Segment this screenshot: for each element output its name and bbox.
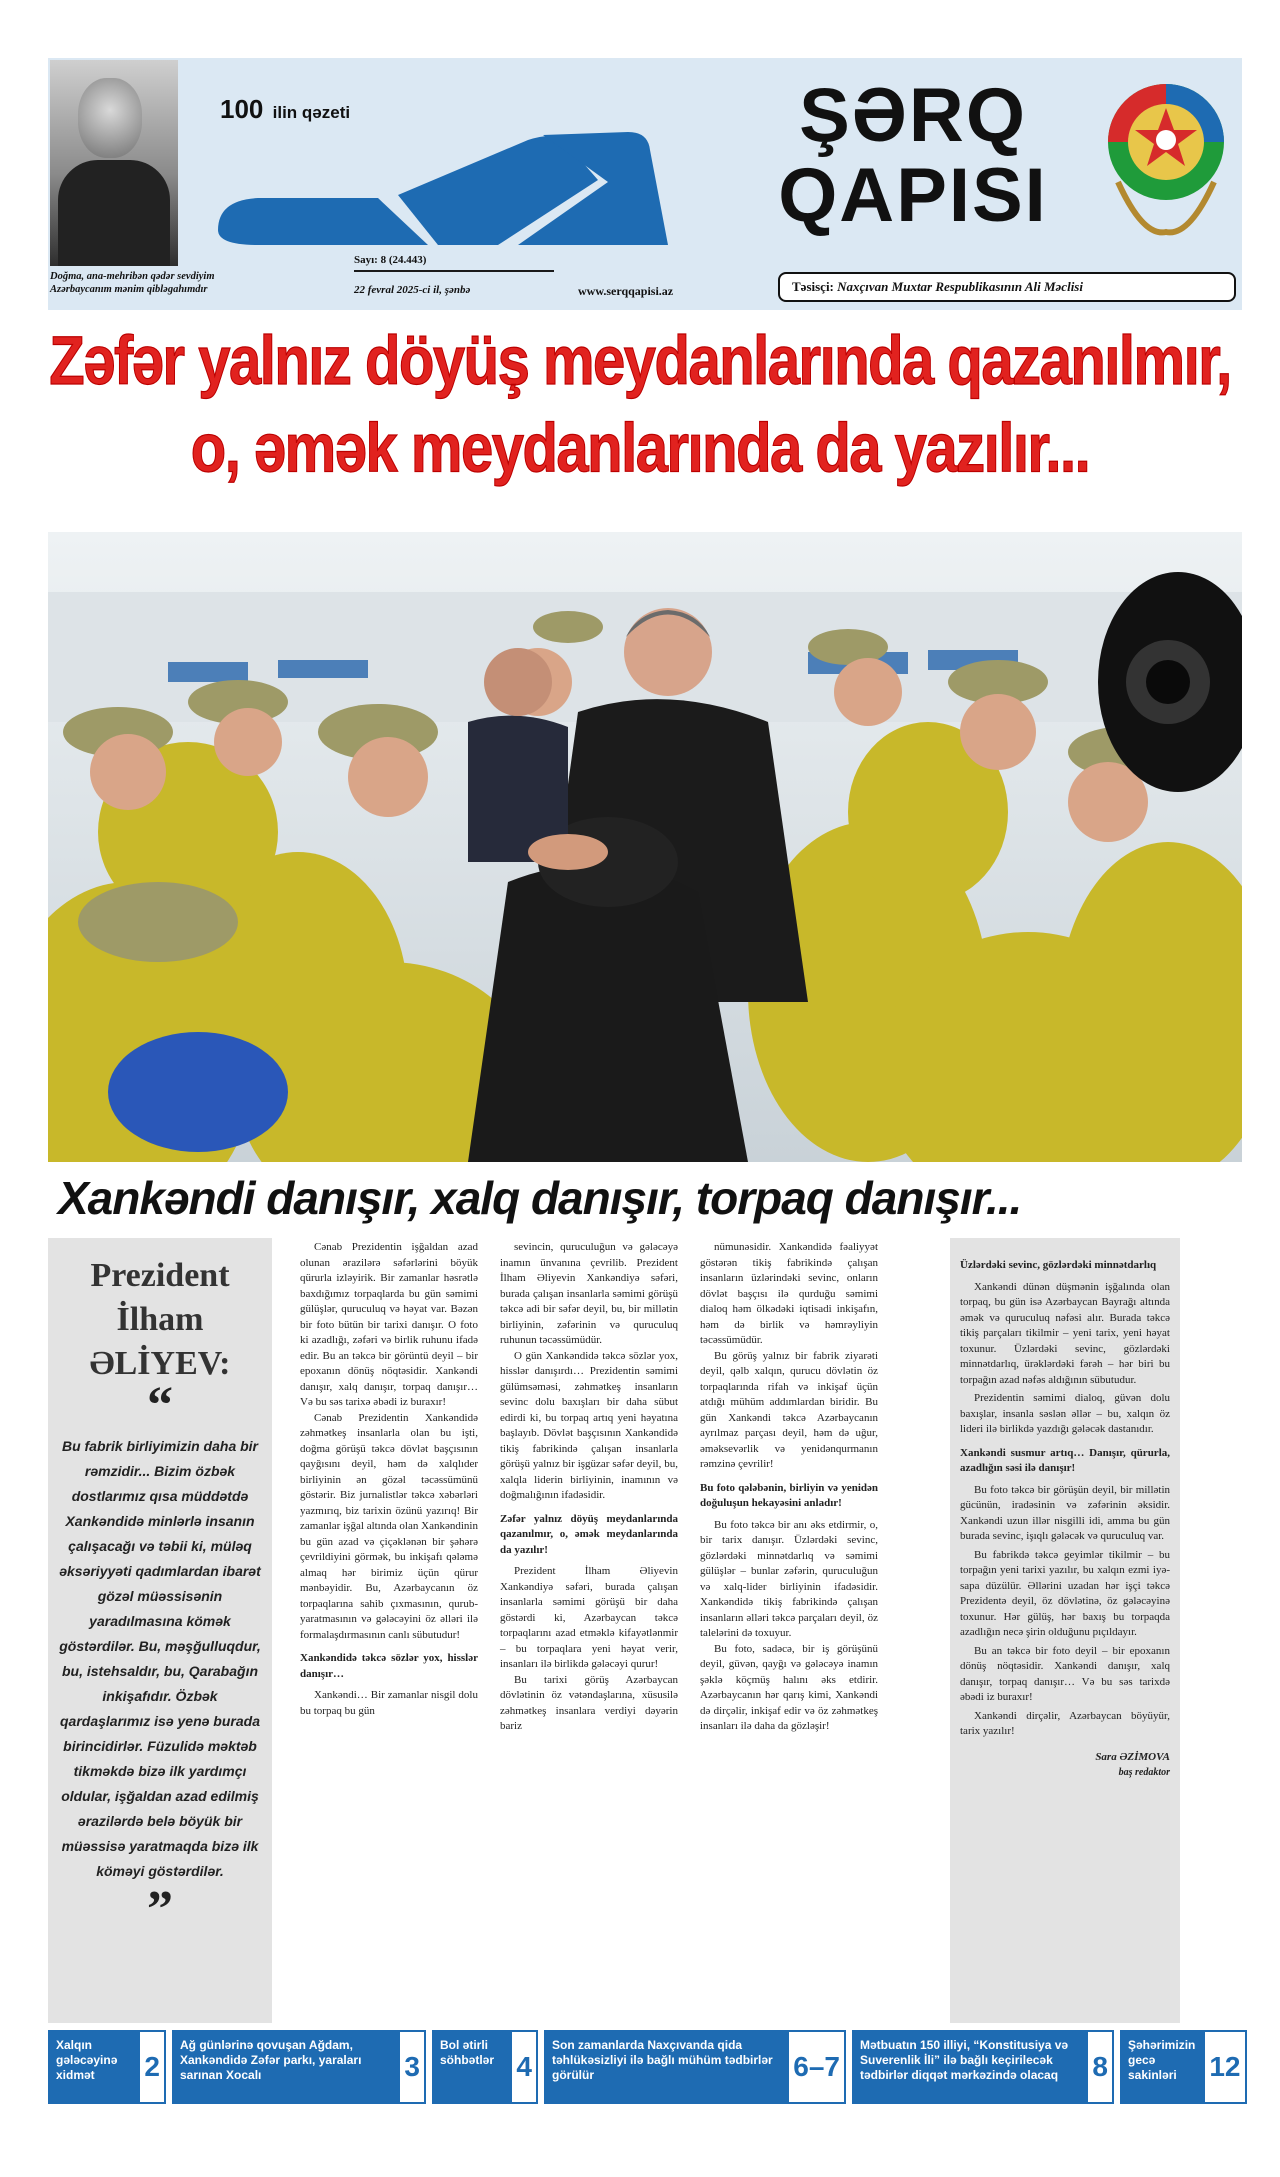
teaser-item[interactable] [852,2030,1114,2104]
teaser-page-number: 2 [138,2030,166,2104]
teaser-page-number: 8 [1086,2030,1114,2104]
factory-visit-illustration [48,532,1242,1162]
article-subheading: Zəfər yalnız döyüş meydanlarında qazanılmır, o, əmək meydanlarında da yazılır! [500,1512,678,1556]
article-paragraph: Cənab Prezidentin işğaldan azad olunan ərazilərə səfərlərini böyük qürurla izləyirik. Bir zamanlar həsrətlə baxdığımız torpaqlarda bu gün səmimi gülüşlər, quruculuq və həyat var. Bəzən bir foto bütün bir tarixi danışır. O foto ki azadlığı, zəfəri və birlik ruhunu ifadə edir. Bu an təkcə bir görüntü deyil – bir epoxanın dönüş nöqtəsidir. Xankəndi danışır, xalq danışır, torpaq danışır… Və bu səs tarixə əbədi iz buraxır! [300,1241,478,1408]
close-quote-icon: ” [147,1881,173,1938]
founder-portrait [50,60,178,266]
issue-number: Sayı: 8 (24.443) [354,254,427,266]
president-quote-panel [48,1238,272,2023]
quote-title: Prezident İlham ƏLİYEV: [89,1257,231,1382]
headline-line-2: o, əmək meydanlarında da yazılır... [190,410,1090,487]
article-subheading: Xankəndidə təkcə sözlər yox, hisslər danışır… [300,1652,478,1680]
masthead [48,58,1242,310]
article-paragraph: nümunəsidir. Xankəndidə fəaliyyət göstərən tikiş fabrikində çalışan insanların üzlərindəki sevinc, onların dövlət başçısı ilə qurduğu səmimi dialoq həm ölkədəki iqtisadi inkişafın, həm də birlik və həmrəyliyin təcəssümüdür. [700,1241,878,1346]
state-emblem-icon [1103,72,1229,240]
article-column-3 [700,1240,878,1735]
teaser-item[interactable] [432,2030,538,2104]
teaser-item[interactable] [172,2030,426,2104]
teaser-item[interactable] [1120,2030,1242,2104]
founder-value: Naxçıvan Muxtar Respublikasının Ali Məclisi [837,279,1083,294]
teaser-text: Son zamanlarda Naxçıvanda qida təhlükəsizliyi ilə bağlı mühüm tədbirlər görülür [544,2030,787,2104]
article-subheading: Bu foto qələbənin, birliyin və yenidən doğuluşun hekayəsini anladır! [700,1481,878,1509]
article-column-2 [500,1240,678,1735]
article-paragraph: O gün Xankəndidə təkcə sözlər yox, hisslər danışırdı… Prezidentin səmimi gülümsəməsi, zəhmətkeş insanların sevinc dolu baxışları bir daha sübut edirdi ki, bu torpaq artıq yeni həyatına başlayıb. Dövlət başçısının Xankəndidə tikiş fabrikində çalışan insanlarla görüşü yalnız bir işgüzar səfər deyil, bu, xalqla liderin birliyinin, inamının və doğmalığının ifadəsidir. [500,1349,678,1501]
author-signature [960,1750,1170,1781]
teaser-item[interactable] [544,2030,846,2104]
teaser-text: Xalqın gələcəyinə xidmət [48,2030,138,2104]
article-subheading: Üzlərdəki sevinc, gözlərdəki minnətdarlıq [960,1259,1157,1271]
masthead-divider [354,270,554,272]
article-paragraph: Prezidentin səmimi dialoq, güvən dolu baxışlar, insanla səslən əllər – bu, xalqın öz lideri ilə birlikdə yazdığı gələcək dastanıdır. [960,1392,1170,1435]
article-paragraph: Bu foto təkcə bir görüşün deyil, bir millətin gücünün, iradəsinin və zəfərinin əksidir. Xankəndi uzun illər nisgilli idi, amma bu gün burada sevinc, işıqlı gələcək və quruculuq var. [960,1483,1170,1542]
author-role: baş redaktor [1118,1767,1170,1778]
century-text: ilin qəzeti [272,103,351,122]
main-photo [48,532,1242,1162]
newspaper-logo-shape [198,120,718,270]
article-paragraph: Prezident İlham Əliyevin Xankəndiyə səfəri, burada çalışan insanlarla səmimi görüşü bir daha göstərdi ki, Azərbaycan təkcə torpaqlarını azad etməklə kifayətlənmir – bu torpaqlara yeni həyat verir, insanları ilə birlikdə gələcəyi qurur! [500,1565,678,1670]
article-paragraph: Bu fabrikdə təkcə geyimlər tikilmir – bu torpağın yeni tarixi yazılır, bu xalqın ezmi iyə-sapa düzülür. Əllərini uzadan hər işçi təkcə Prezidentə deyil, öz dövlətinə, öz gələcəyinə toxunur. Hər gülüş, hər baxış bu torpaqda azadlığın necə şirin olduğunu pıçıldayır. [960,1548,1170,1638]
open-quote-icon: “ [147,1377,173,1434]
article-paragraph: Xankəndi dirçəlir, Azərbaycan böyüyür, tarix yazılır! [960,1709,1170,1737]
article-column-4 [950,1238,1180,2023]
teaser-page-number: 4 [510,2030,538,2104]
founder-box [778,272,1236,302]
website-link[interactable]: www.serqqapisi.az [578,284,674,298]
article-paragraph: sevincin, quruculuğun və gələcəyə inamın ünvanına çevrilib. Prezident İlham Əliyevin Xankəndiyə səfəri, burada çalışan insanlarla səmimi görüşü təkcə adi bir səfər deyil, bu, bir millətin birliyinin, zəfərinin və quruculuq ruhunun təcəssümüdür. [500,1241,678,1346]
teaser-text: Ağ günlərinə qovuşan Ağdam, Xankəndidə Zəfər parkı, yaraları sarınan Xocalı [172,2030,398,2104]
article-paragraph: Xankəndi dünən düşmənin işğalında olan torpaq, bu gün isə Azərbaycan Bayrağı altında əmək və quruculuq nəfəsi alır. Burada təkcə tikiş parçaları tikilmir – yeni tarix, yeni həyat toxunur. Üzlərdəki sevinc, gözlərdəki minnətdarlıq, ürəklərdəki fərəh – hər biri bu torpağın azad nəfəs aldığının sübutudur. [960,1280,1170,1386]
teaser-page-number: 3 [398,2030,426,2104]
teaser-page-number: 6–7 [787,2030,846,2104]
issue-date: 22 fevral 2025-ci il, şənbə [354,284,471,296]
teaser-page-number: 12 [1203,2030,1246,2104]
portrait-caption: Doğma, ana-mehribən qədər sevdiyim Azərbaycanım mənim qibləgahımdır [50,271,215,295]
century-number: 100 [220,94,264,124]
sub-headline: Xankəndi danışır, xalq danışır, torpaq danışır... [58,1172,1022,1224]
founder-label: Təsisçi: [792,279,834,294]
article-paragraph: Bu görüş yalnız bir fabrik ziyarəti deyil, qəlb xalqın, qurucu dövlətin öz torpaqlarında rifah və inkişaf üçün atdığı mühüm addımlardan biridir. Bu gün Xankəndi təkcə Azərbaycanın ayrılmaz parçası deyil, həm də uğur, əməksevərlik və yenidənqurmanın rəmzinə çevrilir! [700,1349,878,1470]
teaser-text: Şəhərimizin gecə sakinləri [1120,2030,1203,2104]
author-name: Sara ƏZİMOVA [1095,1750,1170,1763]
teaser-item[interactable] [48,2030,166,2104]
article-column-1 [300,1240,478,1719]
article-paragraph: Bu foto təkcə bir anı əks etdirmir, o, bir tarix danışır. Üzlərdəki sevinc, gözlərdəki minnətdarlıq və səmimi gülüşlər – bunlar zəfərin, quruculuğun və xalq-lider birliyinin ifadəsidir. Xankəndidə tikiş fabrikində çalışan insanların əlləri təkcə parçaları deyil, öz talelərini də toxuyur. [700,1518,878,1639]
headline-line-1: Zəfər yalnız döyüş meydanlarında qazanılmır, [49,322,1231,400]
page-teaser-bar [48,2030,1242,2104]
newspaper-logo-text: ŞƏRQ QAPISI [778,73,1048,238]
article-paragraph: Cənab Prezidentin Xankəndidə zəhmətkeş insanlarla olan bu işti, doğma görüşü təkcə dövlət başçısının qayğısını deyil, həm də xalqlıder birliyinin ən gözəl təcəssümünü göstərir. Biz jurnalistlər təkcə xəbərləri yazmırıq, biz tarixin özünü yazırıq! Bir zamanlar işğal altında olan Xankəndinin bu gün azad və çiçəklənən bir şəhərə çevrildiyini görmək, bu inkişafı qələmə almaq hər birimiz üçün qürur mənbəyidir. Bu, Azərbaycanın öz torpaqlarına sahib çıxmasının, qurub-yaratmasının və gələcəyini öz əlləri ilə formalaşdırmasının canlı sübutudur! [300,1411,478,1641]
teaser-text: Mətbuatın 150 illiyi, “Konstitusiya və Suverenlik İli” ilə bağlı keçirilecək tədbirlər diqqət mərkəzində olacaq [852,2030,1086,2104]
quote-text: Bu fabrik birliyimizin daha bir rəmzidir... Bizim özbək dostlarımız qısa müddətdə Xankəndidə minlərlə insanın çalışacağı və təbii ki, müləq əksəriyyəti qadımlardan ibarət gözəl müəssisənin yaradılmasına kömək göstərdilər. Bu, məşğulluqdur, bu, istehsaldır, bu, Qarabağın inkişafıdır. Özbək qardaşlarımız isə yenə burada birincidirlər. Füzulidə məktəb tikməkdə bizə ilk yardımçı oldular, işğaldan azad edilmiş ərazilərdə belə böyük bir müəssisə yaratmaqda bizə ilk köməyi göstərdilər. [59,1438,261,1879]
article-paragraph: Bu tarixi görüş Azərbaycan dövlətinin öz vətəndaşlarına, xüsusilə zəhmətkeş insanlara verdiyi dəyərin bariz [500,1673,678,1732]
teaser-text: Bol ətirli söhbətlər [432,2030,510,2104]
article-subheading: Xankəndi susmur artıq… Danışır, qürurla, azadlığın səsi ilə danışır! [960,1446,1170,1474]
article-paragraph: Bu foto, sadəcə, bir iş görüşünü deyil, güvən, qayğı və gələcəyə inamın şəklə köçmüş halını əks etdirir. Azərbaycanın hər qarış kimi, Xankəndi də dirçəlir, inkişaf edir və öz zəhmətkeş insanları ilə daha da gözləşir! [700,1642,878,1732]
article-paragraph: Xankəndi… Bir zamanlar nisgil dolu bu torpaq bu gün [300,1689,478,1717]
article-paragraph: Bu an təkcə bir foto deyil – bir epoxanın dönüş nöqtəsidir. Xankəndi danışır, xalq danışır, torpaq danışır… Və bu səs tarixdə əbədi iz buraxır! [960,1644,1170,1703]
main-headline [40,318,1240,493]
